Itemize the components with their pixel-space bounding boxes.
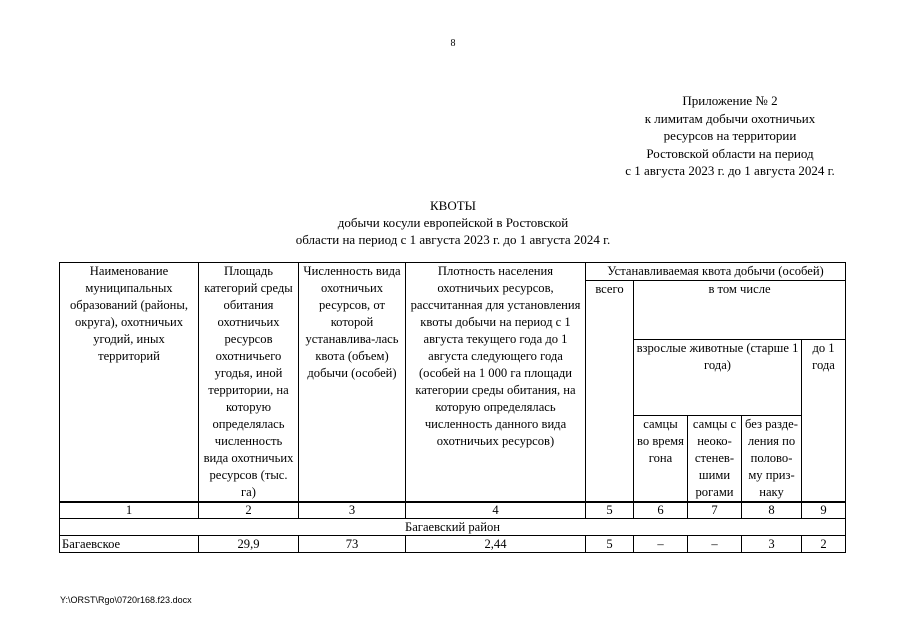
appendix-line: с 1 августа 2023 г. до 1 августа 2024 г. <box>625 163 835 178</box>
appendix-line: к лимитам добычи охотничьих <box>644 110 816 126</box>
cell-no-sex: 3 <box>742 536 802 553</box>
cell-density: 2,44 <box>406 536 586 553</box>
column-number: 8 <box>742 502 802 519</box>
column-number: 4 <box>406 502 586 519</box>
cell-under1: 2 <box>802 536 846 553</box>
appendix-note <box>560 92 900 180</box>
header-including: в том числе <box>634 281 846 340</box>
header-name: Наименование муниципальных образований (районы, округа), охотничьих угодий, иных территорий <box>60 263 199 503</box>
page-number: 8 <box>450 38 456 49</box>
header-no-sex: без разде-ления по полово-му приз-наку <box>742 416 802 503</box>
column-number: 5 <box>586 502 634 519</box>
cell-count: 73 <box>299 536 406 553</box>
cell-males-rut: – <box>634 536 688 553</box>
header-area: Площадь категорий среды обитания охотничьих ресурсов охотничьего угодья, иной территории, на которую определялась численность вида охотничьих ресурсов (тыс. га) <box>199 263 299 503</box>
file-path: Y:\ORST\Rgo\0720r168.f23.docx <box>60 595 192 605</box>
title-heading: КВОТЫ <box>429 198 476 213</box>
cell-males-antlers: – <box>688 536 742 553</box>
header-density: Плотность населения охотничьих ресурсов, рассчитанная для установления квоты добычи на период с 1 августа текущего года до 1 августа следующего года (особей на 1 000 га площади категории среды обитания, на которую определялась численность данного вида охотничьих ресурсов) <box>406 263 586 503</box>
header-males-antlers: самцы с неоко-стенев-шими рогами <box>688 416 742 503</box>
header-row <box>60 263 846 281</box>
quota-table <box>59 262 846 553</box>
header-under1: до 1 года <box>802 340 846 503</box>
column-number: 7 <box>688 502 742 519</box>
appendix-line: Приложение № 2 <box>682 93 778 108</box>
cell-area: 29,9 <box>199 536 299 553</box>
column-number: 6 <box>634 502 688 519</box>
column-number: 3 <box>299 502 406 519</box>
column-number: 1 <box>60 502 199 519</box>
district-name: Багаевский район <box>60 519 846 536</box>
appendix-line: ресурсов на территории <box>663 128 797 143</box>
table-row <box>60 536 846 553</box>
header-males-rut: самцы во время гона <box>634 416 688 503</box>
column-number: 2 <box>199 502 299 519</box>
header-adults: взрослые животные (старше 1 года) <box>634 340 802 416</box>
document-title <box>150 197 756 248</box>
column-number-row <box>60 502 846 519</box>
district-row <box>60 519 846 536</box>
appendix-line: Ростовской области на период <box>646 145 814 161</box>
header-total: всего <box>586 281 634 503</box>
title-line: добычи косули европейской в Ростовской <box>337 215 569 230</box>
cell-name: Багаевское <box>60 536 199 553</box>
header-quota: Устанавливаемая квота добычи (особей) <box>586 263 846 281</box>
cell-total: 5 <box>586 536 634 553</box>
header-count: Численность вида охотничьих ресурсов, от которой устанавлива-лась квота (объем) добычи (особей) <box>299 263 406 503</box>
column-number: 9 <box>802 502 846 519</box>
title-line: области на период с 1 августа 2023 г. до 1 августа 2024 г. <box>295 232 611 247</box>
